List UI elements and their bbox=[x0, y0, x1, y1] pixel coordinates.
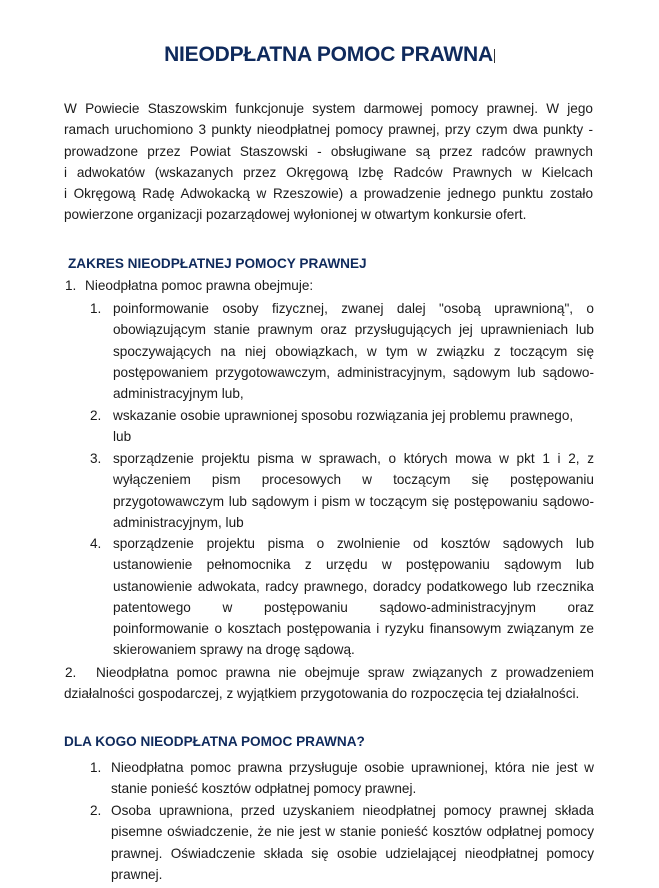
sublist-line: patentowego w postępowaniu sądowo-administracyjnym oraz bbox=[113, 599, 594, 615]
sublist-line: spoczywających na niej obowiązkach, w tym w związku z toczącym się bbox=[113, 343, 594, 359]
intro-line: powierzone organizacji pozarządowej wyłonionej w otwartym konkursie ofert. bbox=[64, 207, 527, 223]
list-number: 2. bbox=[65, 665, 77, 680]
list-item-text: Nieodpłatna pomoc prawna obejmuje: bbox=[85, 278, 314, 293]
sublist-line: administracyjnym lub, bbox=[113, 386, 244, 402]
list-number: 1. bbox=[90, 760, 102, 775]
intro-line: i adwokatów (wskazanych przez Okręgową Izbę Radców Prawnych w Kielcach bbox=[64, 164, 593, 180]
list-item-line: prawnej. bbox=[111, 866, 163, 882]
intro-line: i Okręgową Radę Adwokacką w Rzeszowie) a prowadzenie jednego punktu zostało bbox=[64, 186, 593, 202]
list-item-line: Nieodpłatna pomoc prawna przysługuje osobie uprawnionej, która nie jest w bbox=[111, 760, 594, 775]
sublist-number: 2. bbox=[90, 408, 102, 423]
sublist-number: 4. bbox=[90, 536, 102, 551]
sublist-line: ustanowienie adwokata, radcy prawnego, doradcy podatkowego lub rzecznika bbox=[113, 578, 594, 594]
sublist-line: lub bbox=[113, 429, 132, 445]
sublist-line: sporządzenie projektu pisma w sprawach, o których mowa w pkt 1 i 2, z bbox=[113, 451, 594, 466]
list-item-line: prawnej. Oświadczenie składa się osobie udzielającej nieodpłatnej pomocy bbox=[111, 845, 594, 861]
sublist-line: wskazanie osobie uprawnionej sposobu rozwiązania jej problemu prawnego, bbox=[113, 408, 574, 423]
intro-line: ramach uruchomiono 3 punkty nieodpłatnej pomocy prawnej, przy czym dwa punkty - bbox=[64, 122, 593, 138]
document-title bbox=[0, 43, 659, 67]
intro-line: prowadzone przez Powiat Staszowski - obsługiwane są przez radców prawnych bbox=[64, 143, 593, 159]
sublist-line: obowiązującym stanie prawnym oraz przysługujących jej uprawnieniach lub bbox=[113, 322, 594, 338]
sublist-line: skierowaniem sprawy na drogę sądową. bbox=[113, 642, 355, 658]
list-item-line: działalności gospodarczej, z wyjątkiem przygotowania do rozpoczęcia tej działalności. bbox=[64, 686, 580, 702]
sublist-number: 1. bbox=[90, 301, 102, 316]
sublist-line: poinformowanie osoby fizycznej, zwanej dalej "osobą uprawnioną", o bbox=[113, 301, 594, 316]
sublist-line: ustanowienie pełnomocnika z urzędu w postępowaniu sądowym lub bbox=[113, 557, 594, 573]
list-item-line: Nieodpłatna pomoc prawna nie obejmuje spraw związanych z prowadzeniem bbox=[96, 665, 594, 680]
sublist-line: przygotowawczym lub sądowym i pism w toczącym się postępowaniu sądowo- bbox=[113, 493, 594, 509]
sublist-line: wyłączeniem pism procesowych w toczącym się postępowaniu bbox=[113, 472, 594, 488]
sublist-number: 3. bbox=[90, 451, 102, 466]
list-item-line: pisemne oświadczenie, że nie jest w stanie ponieść kosztów odpłatnej pomocy bbox=[111, 824, 594, 840]
list-number: 2. bbox=[90, 803, 102, 818]
sublist-line: administracyjnym, lub bbox=[113, 514, 244, 530]
list-item-line: Osoba uprawniona, przed uzyskaniem nieodpłatnej pomocy prawnej składa bbox=[111, 803, 594, 818]
list-number: 1. bbox=[65, 278, 77, 293]
text-cursor bbox=[494, 49, 495, 63]
sublist-line: poinformowanie o kosztach postępowania i ryzyku finansowym związanym ze bbox=[113, 621, 594, 637]
section-heading-dla-kogo: DLA KOGO NIEODPŁATNA POMOC PRAWNA? bbox=[64, 734, 365, 749]
section-heading-zakres: ZAKRES NIEODPŁATNEJ POMOCY PRAWNEJ bbox=[68, 256, 367, 271]
sublist-line: postępowaniem przygotowawczym, administracyjnym, sądowym lub sądowo- bbox=[113, 364, 594, 380]
document-title-text: NIEODPŁATNA POMOC PRAWNA bbox=[164, 43, 493, 66]
list-item-line: stanie ponieść kosztów odpłatnej pomocy prawnej. bbox=[111, 781, 417, 797]
intro-paragraph bbox=[64, 98, 593, 226]
intro-line: W Powiecie Staszowskim funkcjonuje system darmowej pomocy prawnej. W jego bbox=[64, 101, 593, 116]
sublist-line: sporządzenie projektu pisma o zwolnienie od kosztów sądowych lub bbox=[113, 536, 594, 551]
